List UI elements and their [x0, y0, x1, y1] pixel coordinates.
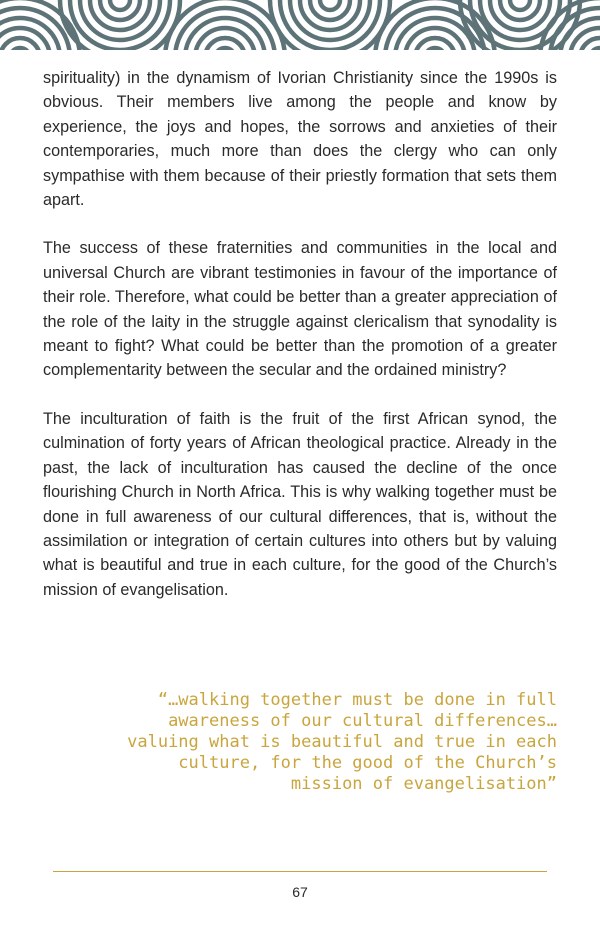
decorative-arc — [10, 48, 30, 50]
paragraph: spirituality) in the dynamism of Ivorian Christianity since the 1990s is obvious. Their members live among the people and know by experience, the joys and hopes, the sorrows and anxieties of their contemporaries, much more than does the clergy who can only sympathise with them because of their priestly formation that sets them apart. — [43, 69, 557, 210]
pull-quote-line: culture, for the good of the Church’s — [178, 753, 557, 773]
footer-divider — [53, 871, 547, 872]
paragraph: The inculturation of faith is the fruit of the first African synod, the culmination of forty years of African theological practice. Already in the past, the lack of inculturation has caused the decline of the once flourishing Church in North Africa. This is why walking together must be done in full awareness of our cultural differences, that is, without the assimilation or integration of certain cultures into others but by valuing what is beautiful and true in each culture, for the good of the Church’s mission of evangelisation. — [43, 409, 557, 599]
body-text — [43, 66, 557, 602]
decorative-arc — [280, 0, 380, 50]
paragraph: The success of these fraternities and communities in the local and universal Church are vibrant testimonies in favour of the importance of their role. Therefore, what could be better than a greater appreciation of the role of the laity in the struggle against clericalism that synodality is meant to fight? What could be better than the promotion of a greater complementarity between the secular and the ordained ministry? — [43, 239, 557, 380]
decorative-arc — [110, 0, 130, 10]
pull-quote-line: “…walking together must be done in full — [157, 690, 557, 710]
pull-quote-line: mission of evangelisation” — [290, 774, 557, 794]
decorative-arc — [510, 0, 530, 10]
pull-quote-line: awareness of our cultural differences… — [168, 711, 557, 731]
decorative-arc — [320, 0, 340, 10]
decorative-arc — [70, 0, 170, 50]
decorative-arc — [0, 18, 60, 50]
decorative-arc — [590, 48, 600, 50]
pull-quote — [97, 690, 557, 795]
pull-quote-line: valuing what is beautiful and true in each — [127, 732, 557, 752]
page-number: 67 — [292, 884, 308, 900]
decorative-arc — [425, 48, 445, 50]
decorative-arc — [215, 48, 235, 50]
decorative-header-pattern — [0, 0, 600, 50]
